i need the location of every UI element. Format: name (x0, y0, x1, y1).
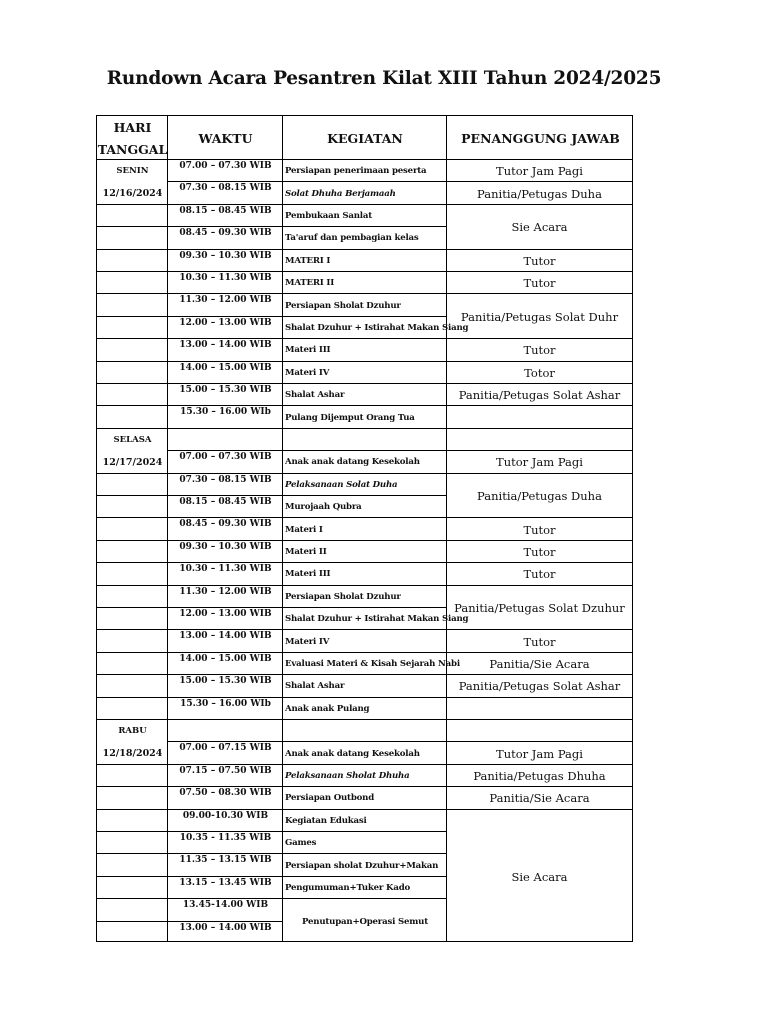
waktu-cell: 10.30 – 11.30 WIB (179, 564, 272, 575)
header-hari: HARI (113, 119, 152, 135)
penanggung-jawab-cell: Tutor (523, 634, 556, 649)
waktu-cell: 07.30 – 08.15 WIB (179, 474, 272, 485)
kegiatan-cell: Shalat Dzuhur + Istirahat Makan Siang (285, 614, 469, 625)
day-date: 12/18/2024 (102, 748, 163, 760)
header-kegiatan: KEGIATAN (327, 130, 403, 146)
penanggung-jawab-cell: Panitia/Petugas Solat Duhr (460, 309, 619, 324)
kegiatan-cell: Materi III (285, 569, 331, 580)
row-divider (97, 562, 168, 563)
waktu-cell: 15.00 – 15.30 WIB (179, 676, 272, 687)
kegiatan-cell: Persiapan Outbond (285, 793, 375, 804)
waktu-cell: 09.30 – 10.30 WIB (179, 250, 272, 261)
waktu-cell: 07.00 – 07.15 WIB (179, 743, 272, 754)
penanggung-jawab-cell: Tutor (523, 522, 556, 537)
penanggung-jawab-cell: Tutor (523, 276, 556, 291)
kegiatan-cell: Anak anak datang Kesekolah (285, 748, 420, 759)
waktu-cell: 11.35 – 13.15 WIB (179, 855, 272, 866)
row-divider (97, 316, 168, 317)
kegiatan-cell: Evaluasi Materi & Kisah Sejarah Nabi (285, 658, 460, 669)
kegiatan-cell: Anak anak Pulang (285, 703, 370, 714)
kegiatan-cell: Persiapan Sholat Dzuhur (285, 300, 401, 311)
day-name: SENIN (116, 166, 149, 177)
waktu-cell: 07.00 – 07.30 WIB (179, 161, 272, 171)
day-date: 12/17/2024 (102, 456, 163, 468)
row-divider (97, 809, 168, 810)
waktu-cell: 15.30 – 16.00 WIb (180, 407, 271, 418)
row-divider (97, 338, 168, 339)
kegiatan-cell: Materi IV (285, 636, 330, 647)
header-tanggal: TANGGAL (97, 141, 168, 157)
waktu-cell: 09.30 – 10.30 WIB (179, 541, 272, 552)
waktu-cell: 07.00 – 07.30 WIB (179, 452, 272, 463)
kegiatan-cell: Pulang Dijemput Orang Tua (285, 412, 415, 423)
row-divider (97, 226, 168, 227)
waktu-cell: 12.00 – 13.00 WIB (179, 317, 272, 328)
waktu-cell: 07.30 – 08.15 WIB (179, 183, 272, 194)
waktu-cell: 10.30 – 11.30 WIB (179, 273, 272, 283)
kegiatan-cell: Persiapan sholat Dzuhur+Makan (285, 860, 439, 871)
kegiatan-cell: Kegiatan Edukasi (285, 815, 367, 826)
waktu-cell: 07.50 – 08.30 WIB (179, 788, 272, 799)
kegiatan-cell: Shalat Ashar (285, 390, 345, 401)
row-divider (97, 249, 168, 250)
waktu-cell: 13.00 – 14.00 WIB (179, 340, 272, 351)
waktu-cell: 14.00 – 15.00 WIB (179, 653, 272, 664)
row-divider (168, 719, 283, 720)
row-divider (447, 719, 632, 720)
waktu-cell: 08.15 – 08.45 WIB (179, 497, 272, 507)
kegiatan-cell: Persiapan penerimaan peserta (285, 166, 427, 177)
row-divider (97, 271, 168, 272)
row-divider (97, 517, 168, 518)
waktu-cell: 09.00-10.30 WIB (182, 810, 269, 821)
row-divider (97, 495, 168, 496)
penanggung-jawab-cell: Tutor (523, 567, 556, 582)
waktu-cell: 11.30 – 12.00 WIB (179, 586, 272, 597)
row-divider (97, 831, 168, 832)
penanggung-jawab-cell: Panitia/Petugas Solat Ashar (458, 679, 621, 694)
row-divider (97, 786, 168, 787)
penanggung-jawab-cell: Tutor Jam Pagi (496, 746, 583, 761)
penanggung-jawab-cell: Tutor (523, 253, 556, 268)
penanggung-jawab-cell: Panitia/Petugas Duha (477, 488, 602, 503)
kegiatan-cell: MATERI II (285, 278, 335, 289)
day-date: 12/16/2024 (102, 188, 163, 200)
waktu-cell: 08.45 – 09.30 WIB (179, 519, 272, 530)
penanggung-jawab-cell: Panitia/Petugas Dhuha (473, 768, 606, 783)
waktu-cell: 11.30 – 12.00 WIB (179, 295, 272, 306)
row-divider (97, 898, 168, 899)
waktu-cell: 13.00 – 14.00 WIB (179, 922, 272, 933)
kegiatan-cell: Murojaah Qubra (285, 502, 362, 513)
row-divider (97, 853, 168, 854)
kegiatan-cell: Pelaksanaan Sholat Dhuha (285, 770, 410, 781)
waktu-cell: 13.00 – 14.00 WIB (179, 631, 272, 642)
penanggung-jawab-cell: Tutor Jam Pagi (496, 164, 583, 179)
penanggung-jawab-cell: Sie Acara (511, 869, 568, 884)
penanggung-jawab-cell: Tutor (523, 343, 556, 358)
kegiatan-cell: Pengumuman+Tuker Kado (285, 882, 411, 893)
row-divider (447, 405, 632, 406)
kegiatan-cell: Materi III (285, 345, 331, 356)
waktu-cell: 10.35 - 11.35 WIB (179, 833, 272, 843)
row-divider (97, 921, 168, 922)
row-divider (447, 697, 632, 698)
waktu-cell: 13.45-14.00 WIB (182, 900, 269, 911)
kegiatan-cell: Pembukaan Sanlat (285, 210, 373, 221)
penanggung-jawab-cell: Panitia/Sie Acara (489, 656, 590, 671)
page-title: Rundown Acara Pesantren Kilat XIII Tahun 2024/2025 (106, 68, 662, 89)
penanggung-jawab-cell: Tutor Jam Pagi (496, 455, 583, 470)
kegiatan-cell: Materi II (285, 546, 327, 557)
kegiatan-cell: MATERI I (285, 255, 331, 266)
row-divider (97, 293, 168, 294)
header-waktu: WAKTU (198, 130, 253, 146)
kegiatan-cell: Games (285, 838, 317, 849)
row-divider (97, 607, 168, 608)
waktu-cell: 15.00 – 15.30 WIB (179, 385, 272, 395)
row-divider (97, 629, 168, 630)
waktu-cell: 08.15 – 08.45 WIB (179, 205, 272, 216)
penanggung-jawab-cell: Panitia/Petugas Duha (477, 186, 602, 201)
waktu-cell: 07.15 – 07.50 WIB (179, 765, 272, 776)
penanggung-jawab-cell: Panitia/Petugas Solat Dzuhur (454, 600, 625, 615)
kegiatan-cell: Persiapan Sholat Dzuhur (285, 591, 401, 602)
row-divider (97, 585, 168, 586)
kegiatan-cell: Shalat Ashar (285, 681, 345, 692)
waktu-cell: 12.00 – 13.00 WIB (179, 609, 272, 619)
row-divider (168, 428, 283, 429)
kegiatan-cell: Pelaksanaan Solat Duha (285, 479, 398, 490)
row-divider (97, 876, 168, 877)
row-divider (97, 674, 168, 675)
kegiatan-cell: Materi I (285, 524, 323, 535)
waktu-cell: 15.30 – 16.00 WIb (180, 698, 271, 709)
kegiatan-cell: Solat Dhuha Berjamaah (285, 188, 396, 199)
kegiatan-cell: Anak anak datang Kesekolah (285, 457, 420, 468)
day-name: RABU (118, 726, 147, 737)
waktu-cell: 14.00 – 15.00 WIB (179, 362, 272, 373)
row-divider (97, 383, 168, 384)
row-divider (97, 361, 168, 362)
penanggung-jawab-cell: Panitia/Sie Acara (489, 791, 590, 806)
kegiatan-cell: Ta'aruf dan pembagian kelas (285, 233, 419, 244)
row-divider (447, 428, 632, 429)
penanggung-jawab-cell: Panitia/Petugas Solat Ashar (458, 388, 621, 403)
day-name: SELASA (113, 434, 152, 445)
header-penanggung-jawab: PENANGGUNG JAWAB (461, 130, 620, 146)
kegiatan-cell: Shalat Dzuhur + Istirahat Makan Siang (285, 322, 469, 333)
row-divider (97, 652, 168, 653)
rundown-table (96, 115, 633, 942)
penanggung-jawab-cell: Tutor (523, 544, 556, 559)
row-divider (97, 540, 168, 541)
waktu-cell: 08.45 – 09.30 WIB (179, 228, 272, 239)
kegiatan-cell: Materi IV (285, 367, 330, 378)
row-divider (97, 405, 168, 406)
kegiatan-penutupan: Penutupan+Operasi Semut (302, 916, 428, 927)
penanggung-jawab-cell: Sie Acara (511, 220, 568, 235)
row-divider (97, 697, 168, 698)
waktu-cell: 13.15 – 13.45 WIB (179, 877, 272, 888)
penanggung-jawab-cell: Totor (524, 365, 555, 380)
